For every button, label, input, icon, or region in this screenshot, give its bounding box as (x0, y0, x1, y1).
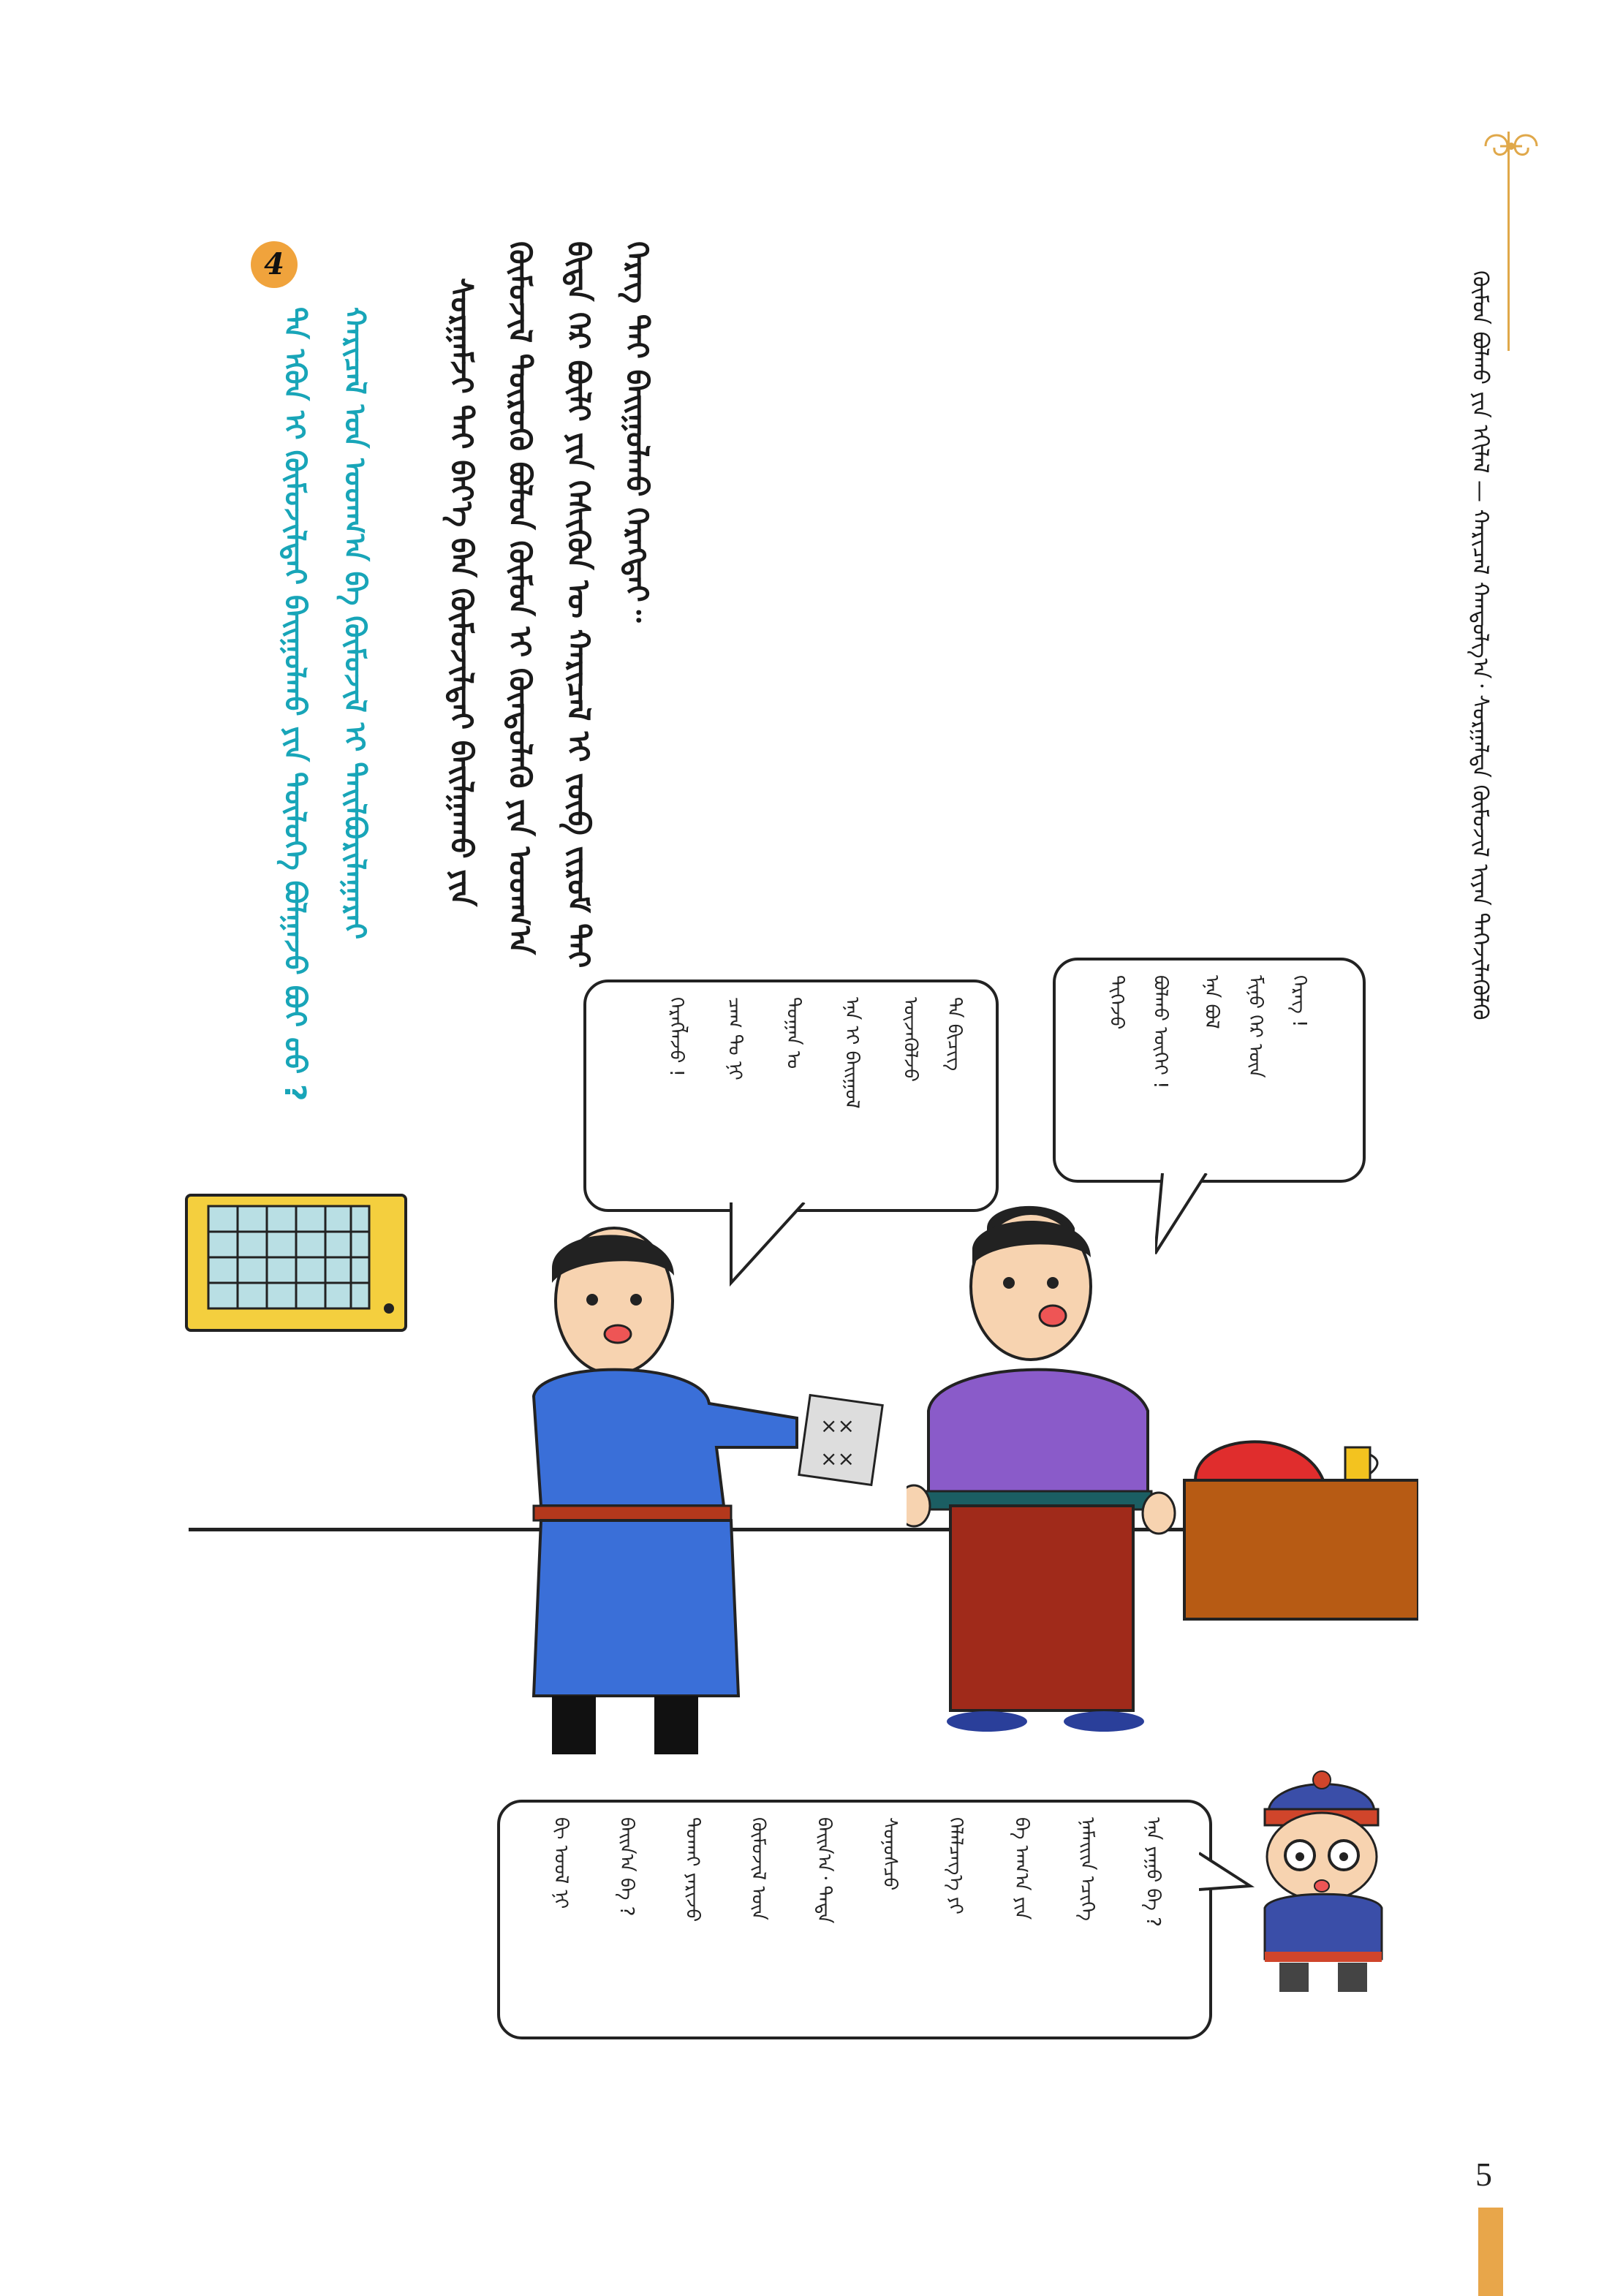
boy-figure (1236, 1769, 1411, 2003)
bubble-middle-text-2: ᠦᠵᠡᠭᠦᠯᠵᠦ (899, 997, 921, 1082)
page-tab (1478, 2208, 1503, 2296)
bubble-bottom-tail (1199, 1846, 1257, 1904)
body-line-1: ᠬᠡᠷᠡᠭ ᠲᠠᠢ ᠪᠠᠢᠭᠤᠯᠬᠤ ᠬᠡᠷᠡᠭᠲᠡᠢ᠃ (619, 241, 655, 623)
header-rule (1507, 132, 1510, 351)
body-line-2: ᠪᠢᠳᠡ ᠭᠡᠷ ᠪᠦᠯᠢ ᠶᠢᠨ ᠭᠡᠰᠢᠭᠦᠨ ᠦ ᠬᠠᠷᠢᠴᠠᠯ ᠢ ᠵᠥᠪ ᠵᠢᠷᠤᠮ ᠲᠠᠢ (561, 241, 597, 969)
man-blue-figure (483, 1213, 892, 1769)
svg-text:××: ×× (820, 1447, 855, 1471)
body-line-4: ᠰᠤᠷᠭᠠᠮᠵᠢ ᠲᠠᠢ ᠪᠡᠶ᠎ᠡ ᠪᠡᠨ ᠬᠦᠮᠦᠵᠢᠯᠲᠡᠢ ᠪᠠᠢᠯᠭᠠᠬᠤ ᠶᠢᠨ (444, 278, 480, 907)
man-purple-figure (907, 1199, 1214, 1754)
svg-text:××: ×× (820, 1414, 855, 1438)
bubble-bottom-text-2: ᠨᠠᠮᠠᠢᠢᠨ ᠡᠴᠢᠭᠡ (1076, 1817, 1098, 1921)
bubble-right-text-5: ᠲᠢᠭᠡᠵᠦ (1105, 975, 1127, 1030)
bubble-middle-text-5: ᠴᠠᠭ ᠲᠤ ᠨᠢ (724, 997, 746, 1080)
bubble-middle-text-4: ᠲᠣᠭᠠᠨ ᠤ (782, 997, 804, 1069)
bubble-bottom-text-5: ᠰᠣᠨᠣᠰᠴᠤ (879, 1817, 901, 1891)
bubble-middle-text-6: ᠬᠡᠷᠡᠭᠯᠡᠵᠦ ! (665, 997, 687, 1077)
bubble-bottom-text-3: ᠪᠠ ᠠᠬ᠎ᠠ ᠶᠢᠨ (1010, 1817, 1032, 1920)
ornament-icon (1478, 124, 1544, 168)
speech-bubble-bottom (497, 1800, 1212, 2039)
exercise-number-badge: 4 (251, 241, 298, 288)
paper-sheet (799, 1395, 882, 1485)
bubble-bottom-text-4: ᠬᠡᠯᠡᠯᠴᠡᠭ᠎ᠡ ᠶᠢ (945, 1817, 966, 1914)
bubble-bottom-text-8: ᠲᠤᠬᠠᠢ ᠶᠠᠷᠢᠵᠤ (681, 1817, 703, 1922)
bubble-bottom-text-1: ᠡᠨᠡ ᠶᠠᠭᠤ ᠪᠡ ? (1142, 1817, 1164, 1927)
bubble-right-text-1: ᠬᠡᠷᠡᠭ ! (1288, 975, 1310, 1028)
bubble-middle-tail (724, 1202, 812, 1290)
bubble-bottom-text-7: ᠬᠦᠮᠦᠵᠢᠯ ᠦᠨ (747, 1817, 769, 1920)
bubble-right-text-2: ᠮᠢᠨᠤ ᠭᠡᠷ ᠦᠨ (1244, 975, 1266, 1078)
question-line-1: ᠬᠠᠷᠢᠴᠠᠯ ᠤᠨ ᠤᠳᠬ᠎ᠠ ᠪᠠ ᠬᠦᠮᠦᠵᠢᠯ ᠢ ᠲᠠᠢᠯᠪᠤᠷᠢᠯᠠᠭᠠᠷᠠᠢ (338, 307, 371, 940)
window-illustration (183, 1191, 417, 1338)
bubble-bottom-text-10: ᠪᠢ ᠤᠤᠯ ᠨᠢ (550, 1817, 572, 1909)
bubble-bottom-text-9: ᠪᠠᠢᠨ᠎ᠠ ᠪᠡ ? (616, 1817, 638, 1917)
body-line-3: ᠬᠦᠮᠦᠵᠢᠯ ᠲᠦᠷᠦᠬᠦ ᠪᠤᠯᠤᠨ ᠬᠦᠮᠦᠨ ᠢ ᠬᠦᠨᠳᠦᠯᠡᠬᠦ ᠶᠢᠨ ᠤᠳᠬ᠎ᠠ (502, 241, 538, 955)
page-number: 5 (1475, 2156, 1492, 2193)
bubble-bottom-text-6: ᠪᠠᠢᠨ᠎ᠠ᠂ ᠲᠡᠳᠡ (813, 1817, 835, 1924)
bubble-right-text-3: ᠡᠨᠡ ᠪᠣᠯ (1200, 975, 1222, 1029)
running-title: ᠬᠦᠮᠦᠨ ᠪᠤᠯᠬᠤ ᠶᠢᠨ ᠡᠬᠢᠯᠡᠯ — ᠬᠠᠷᠢᠴᠠᠯ ᠬᠠᠨᠳᠤᠯᠭ᠎ᠠ᠂ ᠰᠤᠷᠭᠠᠯᠲᠠ ᠬᠦᠮᠦᠵᠢᠯ ᠢᠶᠡᠨ ᠳᠡᠭᠡᠵᠢᠯᠡᠭᠦᠯᠬᠦ (1467, 270, 1493, 1020)
speech-bubble-middle (583, 980, 999, 1212)
bubble-right-tail (1155, 1173, 1214, 1261)
question-line-2: ᠲᠠ ᠡᠭᠦᠨ ᠢ ᠬᠦᠮᠦᠵᠢᠯᠲᠡᠢ ᠪᠠᠢᠭᠤᠯᠬᠤ ᠶᠢᠨ ᠲᠦᠯᠦᠬᠡ ᠪᠤᠯᠭᠠᠵᠤ ᠪᠤᠢ ᠤᠤ ? (278, 307, 311, 1102)
speech-bubble-right (1053, 958, 1366, 1183)
bubble-right-text-4: ᠪᠣᠯᠬᠤ ᠦᠭᠡᠢ ! (1149, 975, 1171, 1089)
bubble-middle-text-3: ᠡᠨᠡ ᠢ ᠪᠠᠢᠭᠤᠯ (841, 997, 863, 1109)
bubble-middle-text-1: ᠲᠠ ᠪᠢᠴᠢᠭ (943, 997, 965, 1072)
